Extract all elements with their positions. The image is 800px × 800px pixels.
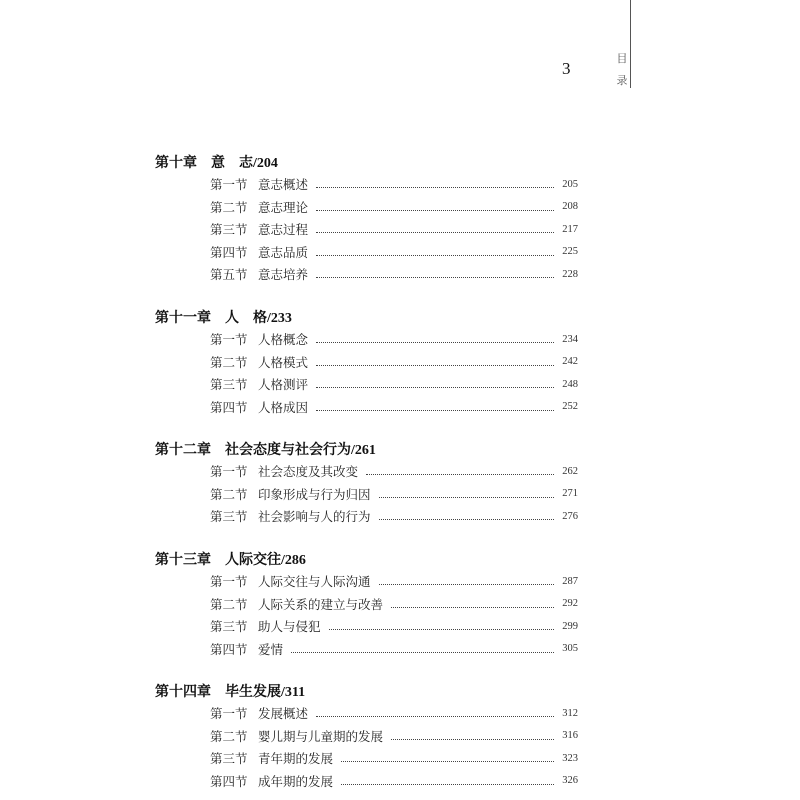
toc-section-row[interactable] — [210, 174, 578, 194]
section-number: 第四节 — [210, 399, 248, 415]
section-page: 225 — [562, 246, 578, 257]
section-title: 成年期的发展 — [258, 773, 334, 789]
chapter-name: 人际交往 — [225, 552, 281, 568]
section-title: 意志过程 — [258, 222, 309, 237]
section-title: 助人与侵犯 — [258, 619, 321, 634]
section-title: 人际关系的建立与改善 — [258, 596, 384, 612]
section-number: 第二节 — [210, 354, 248, 370]
section-number: 第三节 — [210, 377, 248, 392]
section-page: 287 — [562, 575, 578, 587]
section-number: 第一节 — [210, 177, 248, 192]
section-title: 婴儿期与儿童期的发展 — [258, 728, 384, 744]
chapter-name: 人 格 — [225, 310, 267, 326]
chapter-page: /286 — [281, 553, 306, 568]
chapter-page: /204 — [253, 156, 278, 171]
section-number: 第三节 — [210, 222, 248, 237]
section-number: 第三节 — [210, 509, 248, 524]
section-page: 252 — [562, 401, 578, 412]
chapter-label: 第十一章 — [155, 310, 211, 326]
section-page: 248 — [562, 378, 578, 390]
toc-section-row[interactable] — [210, 219, 578, 239]
toc-section-row[interactable] — [210, 594, 578, 614]
section-page: 262 — [562, 465, 578, 477]
side-label — [615, 48, 629, 92]
section-number: 第一节 — [210, 464, 248, 479]
chapter-title — [155, 439, 376, 459]
section-title: 社会影响与人的行为 — [258, 509, 371, 524]
dot-leader — [316, 386, 554, 388]
toc-section-row[interactable] — [210, 484, 578, 504]
section-title: 发展概述 — [258, 706, 309, 721]
section-number: 第二节 — [210, 199, 248, 215]
section-page: 271 — [562, 488, 578, 499]
page-edge-line — [630, 0, 631, 88]
section-number: 第三节 — [210, 751, 248, 766]
toc-section-row[interactable] — [210, 616, 578, 636]
chapter-label: 第十四章 — [155, 684, 211, 700]
section-title: 人格概念 — [258, 332, 309, 347]
section-page: 234 — [562, 333, 578, 345]
toc-section-row[interactable] — [210, 352, 578, 372]
page-number: 3 — [562, 59, 571, 78]
chapter-title — [155, 152, 278, 172]
section-page: 316 — [562, 730, 578, 741]
section-number: 第二节 — [210, 596, 248, 612]
chapter-title — [155, 307, 292, 327]
chapter-name: 社会态度与社会行为 — [225, 442, 351, 458]
dot-leader — [341, 783, 554, 785]
toc-section-row[interactable] — [210, 771, 578, 791]
dot-leader — [316, 209, 554, 211]
toc-section-row[interactable] — [210, 506, 578, 526]
section-number: 第一节 — [210, 706, 248, 721]
section-number: 第四节 — [210, 641, 248, 657]
section-number: 第二节 — [210, 728, 248, 744]
section-page: 299 — [562, 620, 578, 632]
dot-leader — [379, 518, 554, 520]
chapter-name: 毕生发展 — [225, 684, 281, 700]
section-title: 意志培养 — [258, 267, 309, 282]
section-title: 人格成因 — [258, 399, 309, 415]
section-title: 意志概述 — [258, 177, 309, 192]
chapter-title — [155, 681, 305, 701]
section-page: 242 — [562, 356, 578, 367]
section-page: 208 — [562, 201, 578, 212]
section-page: 292 — [562, 598, 578, 609]
dot-leader — [391, 738, 554, 740]
chapter-page: /233 — [267, 311, 292, 326]
chapter-name: 意 志 — [211, 155, 253, 171]
dot-leader — [329, 628, 554, 630]
section-page: 276 — [562, 510, 578, 522]
section-number: 第一节 — [210, 332, 248, 347]
chapter-page: /261 — [351, 443, 376, 458]
dot-leader — [379, 583, 554, 585]
chapter-title — [155, 549, 306, 569]
dot-leader — [316, 186, 554, 188]
chapter-page: /311 — [281, 685, 306, 700]
section-number: 第一节 — [210, 574, 248, 589]
section-title: 人格测评 — [258, 377, 309, 392]
dot-leader — [366, 473, 554, 475]
dot-leader — [316, 364, 554, 366]
section-title: 意志理论 — [258, 199, 309, 215]
chapter-label: 第十章 — [155, 155, 197, 171]
section-title: 青年期的发展 — [258, 751, 334, 766]
toc-section-row[interactable] — [210, 639, 578, 659]
section-title: 人际交往与人际沟通 — [258, 574, 371, 589]
dot-leader — [391, 606, 554, 608]
dot-leader — [291, 651, 554, 653]
section-title: 人格模式 — [258, 354, 309, 370]
toc-section-row[interactable] — [210, 748, 578, 768]
section-number: 第四节 — [210, 244, 248, 260]
section-number: 第五节 — [210, 267, 248, 282]
section-page: 205 — [562, 178, 578, 190]
section-title: 意志品质 — [258, 244, 309, 260]
section-number: 第二节 — [210, 486, 248, 502]
section-title: 社会态度及其改变 — [258, 464, 359, 479]
dot-leader — [316, 341, 554, 343]
dot-leader — [316, 409, 554, 411]
chapter-label: 第十二章 — [155, 442, 211, 458]
toc-section-row[interactable] — [210, 461, 578, 481]
toc-section-row[interactable] — [210, 264, 578, 284]
section-page: 323 — [562, 752, 578, 764]
section-title: 爱情 — [258, 641, 284, 657]
section-page: 326 — [562, 775, 578, 786]
section-number: 第四节 — [210, 773, 248, 789]
toc-section-row[interactable] — [210, 397, 578, 417]
dot-leader — [379, 496, 554, 498]
toc-section-row[interactable] — [210, 329, 578, 349]
side-label-char: 录 — [616, 74, 628, 87]
section-number: 第三节 — [210, 619, 248, 634]
toc-section-row[interactable] — [210, 197, 578, 217]
toc-section-row[interactable] — [210, 242, 578, 262]
dot-leader — [341, 760, 554, 762]
section-page: 217 — [562, 223, 578, 235]
dot-leader — [316, 254, 554, 256]
toc-section-row[interactable] — [210, 703, 578, 723]
section-page: 312 — [562, 707, 578, 719]
dot-leader — [316, 715, 554, 717]
dot-leader — [316, 276, 554, 278]
toc-section-row[interactable] — [210, 571, 578, 591]
chapter-label: 第十三章 — [155, 552, 211, 568]
side-label-char: 目 — [616, 52, 628, 65]
toc-section-row[interactable] — [210, 726, 578, 746]
section-page: 228 — [562, 268, 578, 280]
section-page: 305 — [562, 643, 578, 654]
dot-leader — [316, 231, 554, 233]
toc-section-row[interactable] — [210, 374, 578, 394]
section-title: 印象形成与行为归因 — [258, 486, 371, 502]
